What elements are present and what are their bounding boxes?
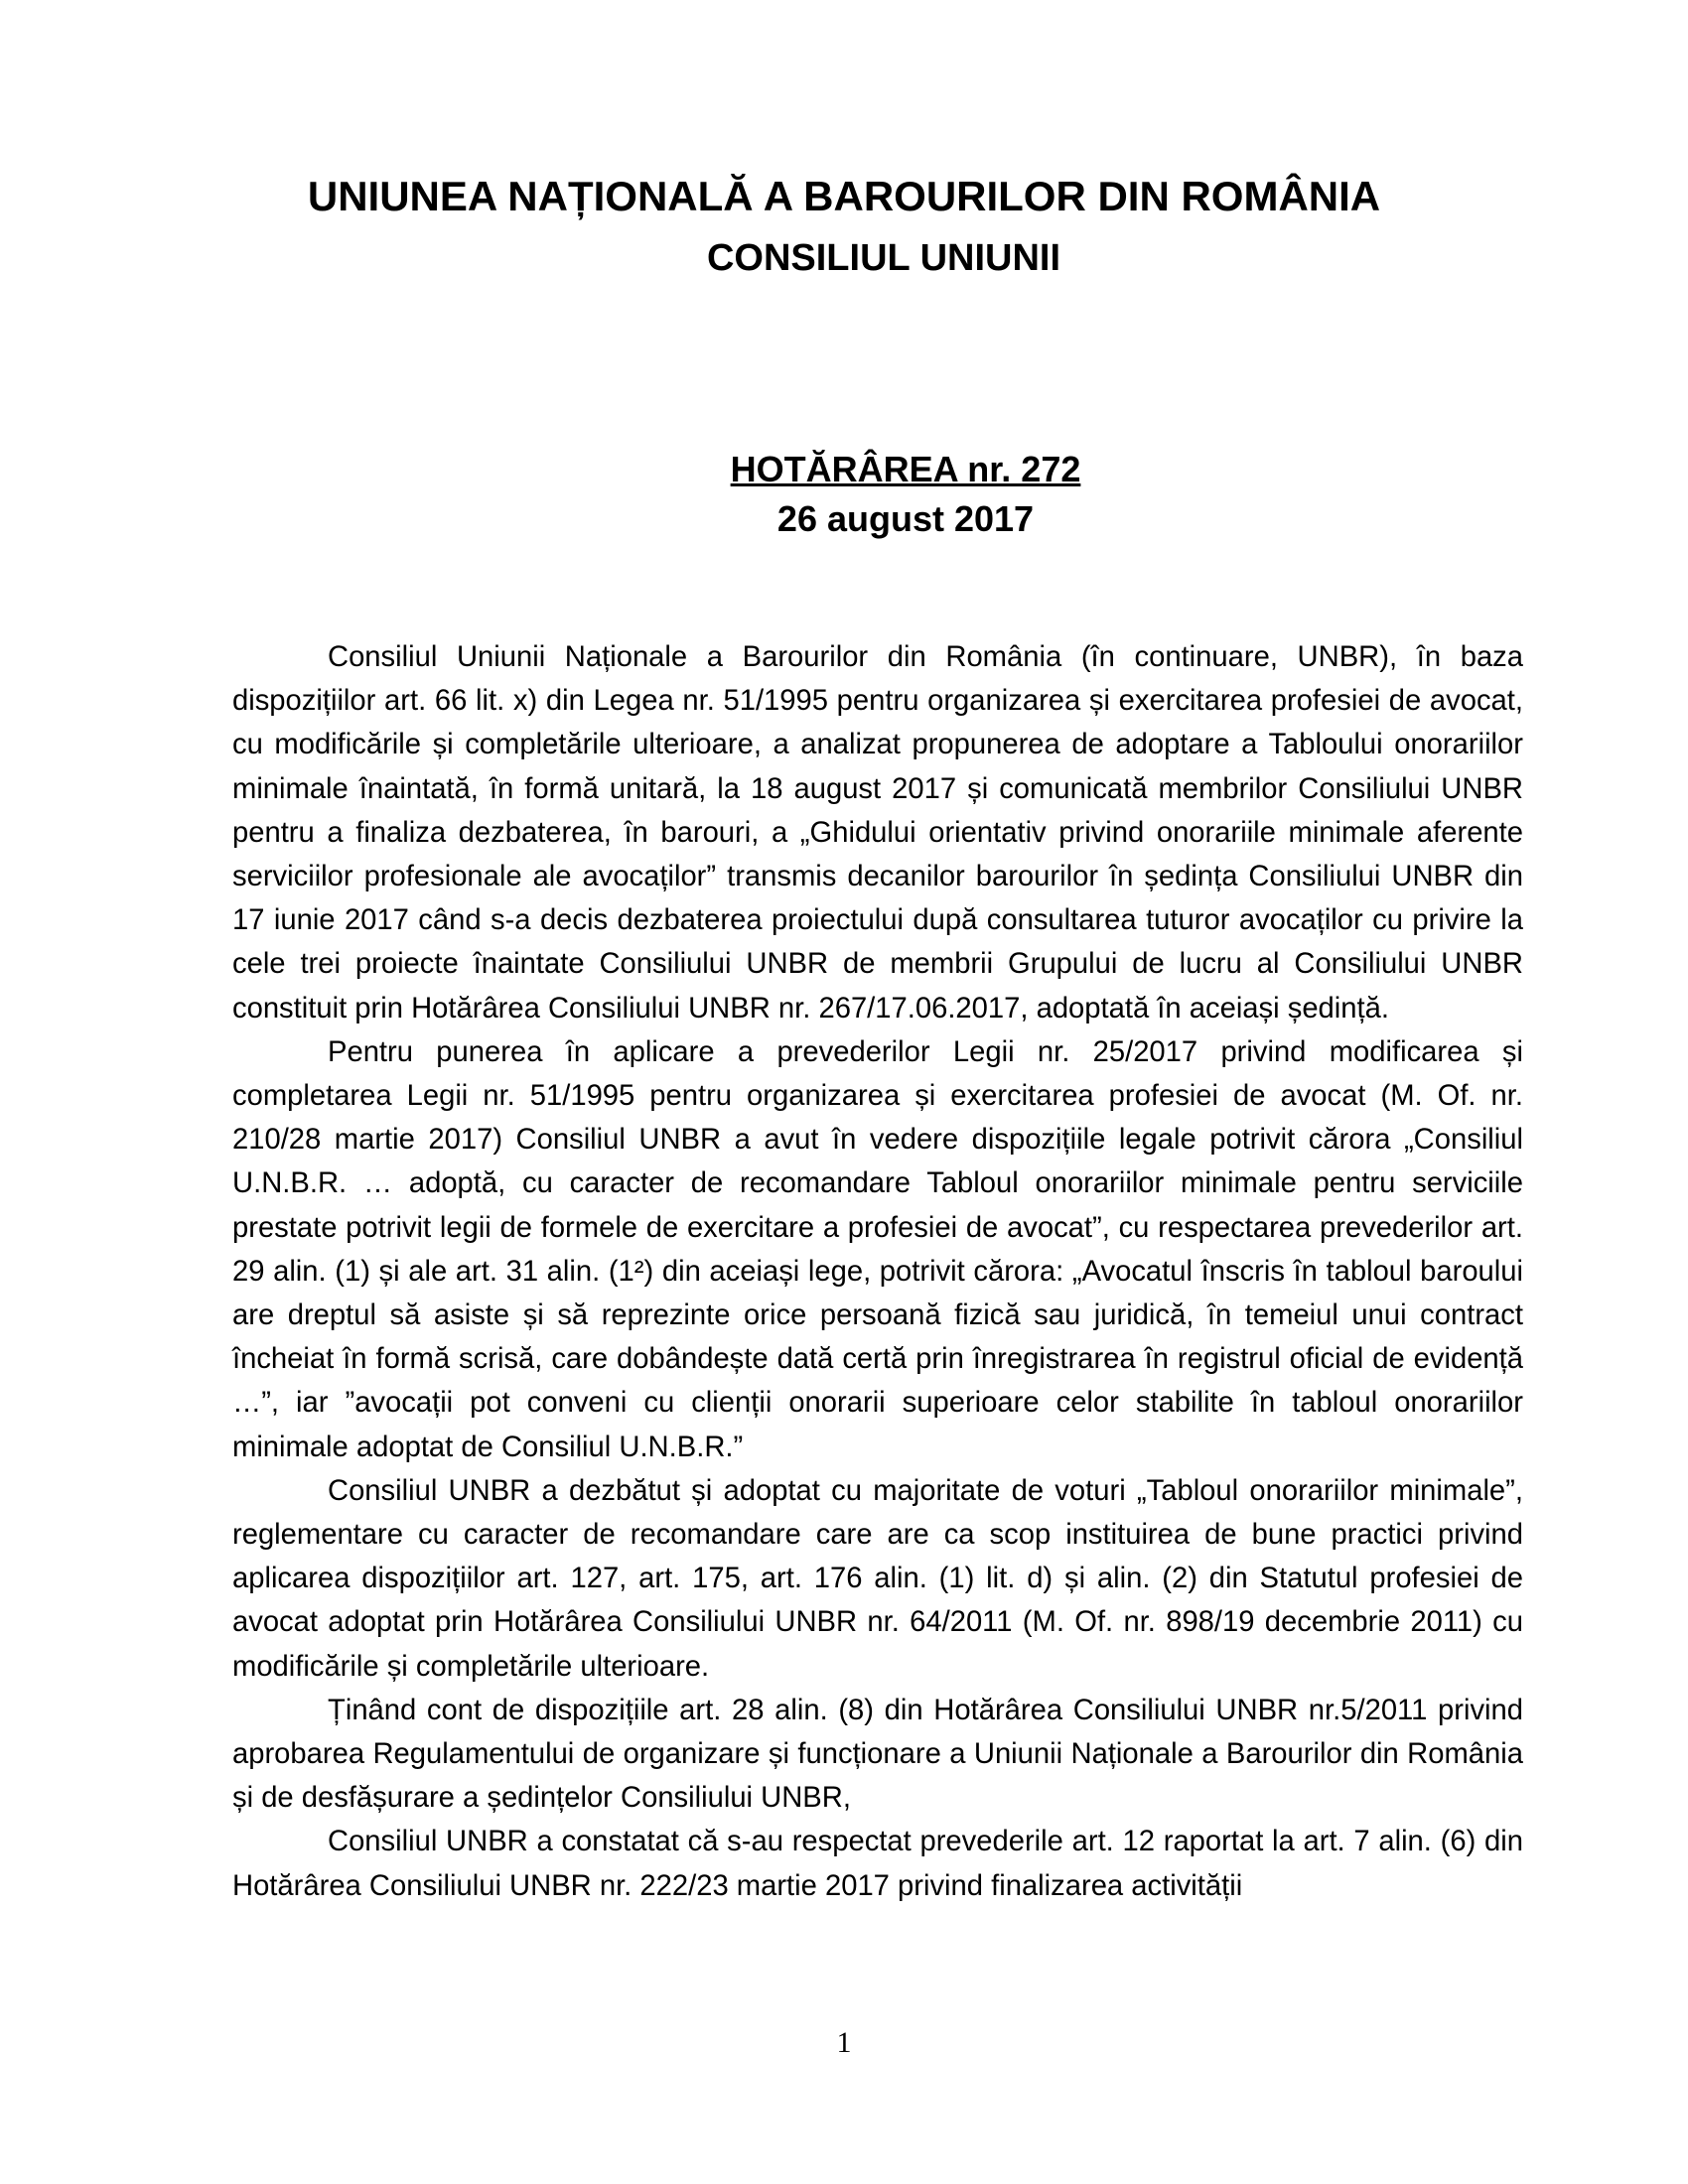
body-paragraph: Ținând cont de dispozițiile art. 28 alin. (8) din Hotărârea Consiliului UNBR nr.5/2011 privind aprobarea Regulamentului de organizare și funcționare a Uniunii Naționale a Barourilor din România și de desfășurare a ședințelor Consiliului UNBR, [232,1694,1523,1815]
body-paragraph: Pentru punerea în aplicare a prevederilor Legii nr. 25/2017 privind modificarea și completarea Legii nr. 51/1995 pentru organizarea și exercitarea profesiei de avocat (M. Of. nr. 210/28 martie 2017) Consiliul UNBR a avut în vedere dispozițiile legale potrivit cărora „Consiliul U.N.B.R. … adoptă, cu caracter de recomandare Tabloul onorariilor minimale pentru serviciile prestate potrivit legii de formele de exercitare a profesiei de avocat”, cu respectarea prevederilor art. 29 alin. (1) și ale art. 31 alin. (1²) din aceiași lege, potrivit cărora: „Avocatul înscris în tabloul baroului are dreptul să asiste și să reprezinte orice persoană fizică sau juridică, în temeiul unui contract încheiat în formă scrisă, care dobândește dată certă prin înregistrarea în registrul oficial de evidență …”, iar ”avocații pot conveni cu clienții onorarii superioare celor stabilite în tabloul onorariilor minimale adoptat de Consiliul U.N.B.R.” [232,1035,1523,1463]
document-body [232,635,1523,1908]
page-number: 1 [836,2026,852,2059]
body-paragraph: Consiliul Uniunii Naționale a Barourilor din România (în continuare, UNBR), în baza dispozițiilor art. 66 lit. x) din Legea nr. 51/1995 pentru organizarea și exercitarea profesiei de avocat, cu modificările și completările ulterioare, a analizat propunerea de adoptare a Tabloului onorariilor minimale înaintată, în formă unitară, la 18 august 2017 și comunicată membrilor Consiliului UNBR pentru a finaliza dezbaterea, în barouri, a „Ghidului orientativ privind onorariile minimale aferente serviciilor profesionale ale avocaților” transmis decanilor barourilor în ședința Consiliului UNBR din 17 iunie 2017 când s-a decis dezbaterea proiectului după consultarea tuturor avocaților cu privire la cele trei proiecte înaintate Consiliului UNBR de membrii Grupului de lucru al Consiliului UNBR constituit prin Hotărârea Consiliului UNBR nr. 267/17.06.2017, adoptată în aceiași ședință. [232,641,1523,1024]
body-paragraph: Consiliul UNBR a dezbătut și adoptat cu majoritate de voturi „Tabloul onorariilor minimale”, reglementare cu caracter de recomandare care are ca scop instituirea de bune practici privind aplicarea dispozițiilor art. 127, art. 175, art. 176 alin. (1) lit. d) și alin. (2) din Statutul profesiei de avocat adoptat prin Hotărârea Consiliului UNBR nr. 64/2011 (M. Of. nr. 898/19 decembrie 2011) cu modificările și completările ulterioare. [232,1474,1523,1683]
council-title: CONSILIUL UNIUNII [706,237,1061,279]
organization-title: UNIUNEA NAȚIONALĂ A BAROURILOR DIN ROMÂNIA [307,173,1381,219]
decision-title: HOTĂRÂREA nr. 272 [730,449,1081,489]
decision-date: 26 august 2017 [776,498,1035,539]
body-paragraph: Consiliul UNBR a constatat că s-au respectat prevederile art. 12 raportat la art. 7 alin. (6) din Hotărârea Consiliului UNBR nr. 222/23 martie 2017 privind finalizarea activității [232,1826,1523,1902]
